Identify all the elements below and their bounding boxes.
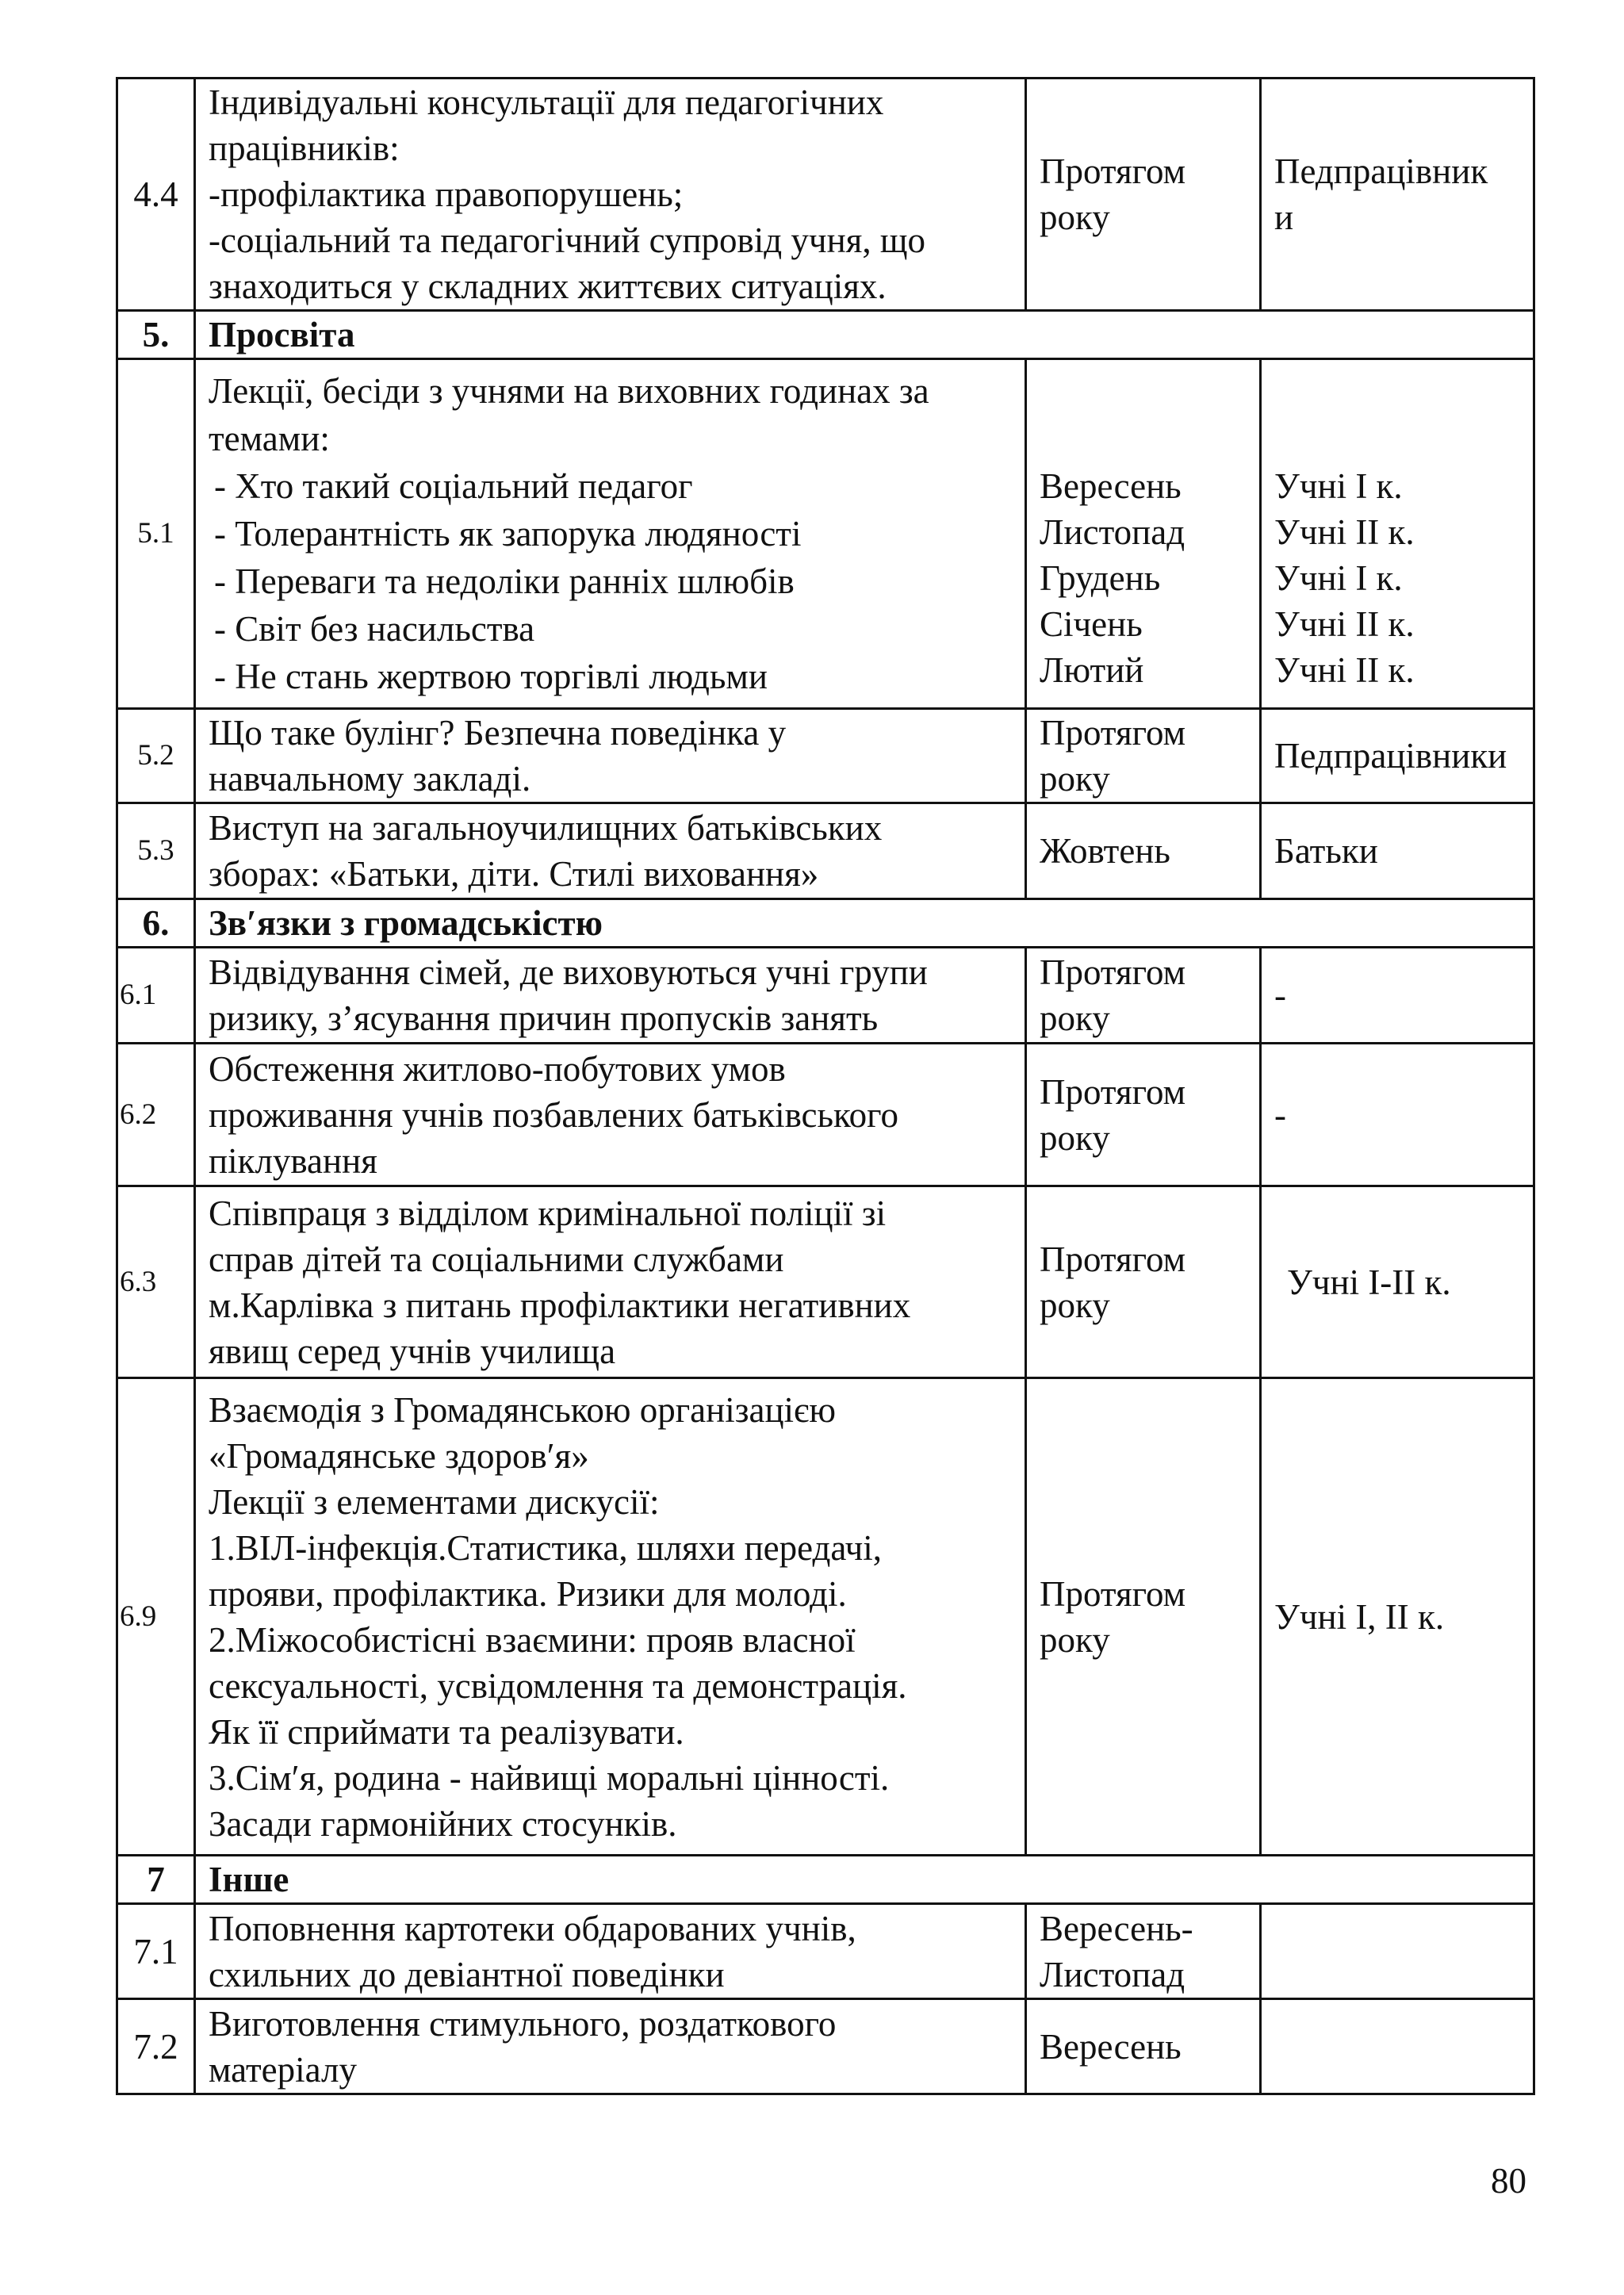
activity-cell: Що таке булінг? Безпечна поведінка у навчальному закладі. xyxy=(195,709,1026,803)
section-number: 6. xyxy=(117,899,195,948)
responsible-cell: Учні І, ІІ к. xyxy=(1261,1378,1534,1856)
activity-cell: Індивідуальні консультації для педагогічних працівників: -профілактика правопорушень; -соціальний та педагогічний супровід учня, що знаходиться у складних життєвих ситуаціях. xyxy=(195,79,1026,311)
page-number: 80 xyxy=(1491,2161,1526,2201)
table-row xyxy=(117,1186,1534,1378)
activity-cell: Обстеження житлово-побутових умов проживання учнів позбавлених батьківського піклування xyxy=(195,1044,1026,1186)
term-cell: Вересень Листопад Грудень Січень Лютий xyxy=(1026,359,1261,709)
responsible-cell xyxy=(1261,1904,1534,1999)
section-row xyxy=(117,311,1534,359)
term-cell: Протягом року xyxy=(1026,709,1261,803)
term-cell: Протягом року xyxy=(1026,948,1261,1044)
responsible-cell: - xyxy=(1261,1044,1534,1186)
section-row xyxy=(117,899,1534,948)
section-row xyxy=(117,1856,1534,1904)
table-row xyxy=(117,1904,1534,1999)
section-number: 5. xyxy=(117,311,195,359)
row-number: 6.3 xyxy=(117,1186,195,1378)
term-cell: Протягом року xyxy=(1026,1186,1261,1378)
section-title: Зв′язки з громадськістю xyxy=(195,899,1534,948)
table-row xyxy=(117,1378,1534,1856)
term-cell: Вересень- Листопад xyxy=(1026,1904,1261,1999)
responsible-cell: Батьки xyxy=(1261,803,1534,899)
responsible-cell xyxy=(1261,1999,1534,2094)
row-number: 5.1 xyxy=(117,359,195,709)
section-number: 7 xyxy=(117,1856,195,1904)
table-row xyxy=(117,1044,1534,1186)
section-title: Просвіта xyxy=(195,311,1534,359)
term-cell: Вересень xyxy=(1026,1999,1261,2094)
term-cell: Протягом року xyxy=(1026,1044,1261,1186)
row-number: 5.2 xyxy=(117,709,195,803)
responsible-cell: Учні І-ІІ к. xyxy=(1261,1186,1534,1378)
activity-cell: Виступ на загальноучилищних батьківських зборах: «Батьки, діти. Стилі виховання» xyxy=(195,803,1026,899)
table-row xyxy=(117,709,1534,803)
row-number: 5.3 xyxy=(117,803,195,899)
row-number: 7.2 xyxy=(117,1999,195,2094)
responsible-cell: Учні І к. Учні ІІ к. Учні І к. Учні ІІ к. Учні ІІ к. xyxy=(1261,359,1534,709)
section-title: Інше xyxy=(195,1856,1534,1904)
table-row xyxy=(117,359,1534,709)
term-cell: Протягом року xyxy=(1026,79,1261,311)
activity-cell: Лекції, бесіди з учнями на виховних годинах за темами: - Хто такий соціальний педагог - Толерантність як запорука людяності - Переваги та недоліки ранніх шлюбів - Світ без насильства - Не стань жертвою торгівлі людьми xyxy=(195,359,1026,709)
row-number: 6.1 xyxy=(117,948,195,1044)
row-number: 6.2 xyxy=(117,1044,195,1186)
responsible-cell: - xyxy=(1261,948,1534,1044)
row-number: 7.1 xyxy=(117,1904,195,1999)
activity-cell: Відвідування сімей, де виховуються учні групи ризику, з’ясування причин пропусків занять xyxy=(195,948,1026,1044)
activity-cell: Співпраця з відділом кримінальної поліції зі справ дітей та соціальними службами м.Карлівка з питань профілактики негативних явищ серед учнів училища xyxy=(195,1186,1026,1378)
work-plan-table xyxy=(116,77,1535,2095)
table-row xyxy=(117,79,1534,311)
activity-cell: Взаємодія з Громадянською організацією «Громадянське здоров′я» Лекції з елементами дискусії: 1.ВІЛ-інфекція.Статистика, шляхи передачі, прояви, профілактика. Ризики для молоді. 2.Міжособистісні взаємини: прояв власної сексуальності, усвідомлення та демонстрація. Як її сприймати та реалізувати. 3.Сім′я, родина - найвищі моральні цінності. Засади гармонійних стосунків. xyxy=(195,1378,1026,1856)
activity-cell: Поповнення картотеки обдарованих учнів, схильних до девіантної поведінки xyxy=(195,1904,1026,1999)
row-number: 4.4 xyxy=(117,79,195,311)
table-row xyxy=(117,948,1534,1044)
responsible-cell: Педпрацівники xyxy=(1261,709,1534,803)
responsible-cell: Педпрацівник и xyxy=(1261,79,1534,311)
activity-cell: Виготовлення стимульного, роздаткового матеріалу xyxy=(195,1999,1026,2094)
table-row xyxy=(117,1999,1534,2094)
table-row xyxy=(117,803,1534,899)
term-cell: Протягом року xyxy=(1026,1378,1261,1856)
term-cell: Жовтень xyxy=(1026,803,1261,899)
row-number: 6.9 xyxy=(117,1378,195,1856)
